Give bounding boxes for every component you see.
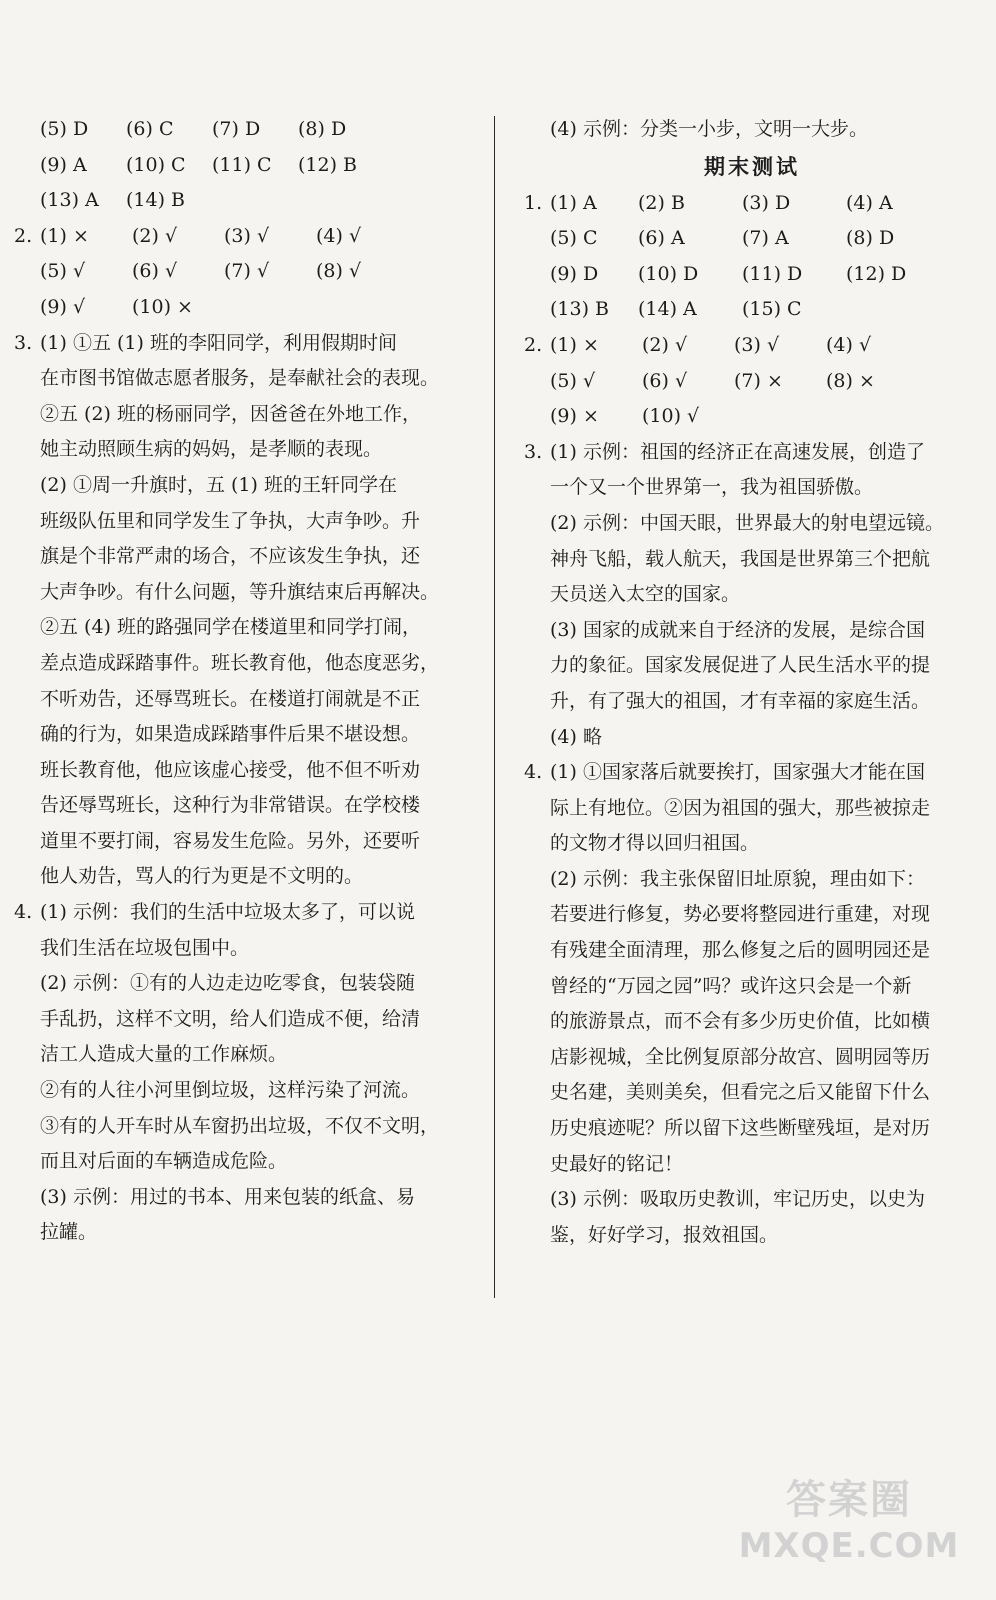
left-q2-answer-cell: (10) × [132, 295, 193, 318]
right-q4-text-line [524, 1040, 980, 1076]
left-q3-text: 他人劝告，骂人的行为更是不文明的。 [40, 865, 364, 888]
left-column [14, 112, 482, 1251]
left-q3-text: 告还辱骂班长，这种行为非常错误。在学校楼 [40, 794, 421, 817]
right-q2-answer-cell: (5) √ [550, 369, 596, 392]
left-q4-text: 我们生活在垃圾包围中。 [40, 936, 250, 959]
right-q2-answer-cell: (1) × [550, 333, 599, 356]
left-q3-text-line [14, 432, 482, 468]
right-q4-text-line [524, 1218, 980, 1254]
right-q4-question-number: 4. [524, 761, 543, 784]
right-q3-text-line [524, 648, 980, 684]
right-q3-text-line [524, 470, 980, 506]
right-q2-answer-cell: (4) √ [826, 333, 872, 356]
right-q3-text-line [524, 613, 980, 649]
right-q1-answer-cell: (15) C [742, 298, 802, 321]
right-q3-text: 力的象征。国家发展促进了人民生活水平的提 [550, 654, 931, 677]
right-q1-answer-cell: (4) A [846, 191, 893, 214]
left-q1-answer-row [14, 148, 482, 184]
left-q3-text: 差点造成踩踏事件。班长教育他，他态度恶劣， [40, 651, 440, 674]
right-q3-text: 天员送入太空的国家。 [550, 583, 741, 606]
left-q1-answer-cell: (8) D [298, 118, 347, 140]
left-q2-answer-cell: (3) √ [224, 224, 270, 247]
left-q3-text: 班级队伍里和同学发生了争执，大声争吵。升 [40, 509, 421, 532]
left-q1-answer-row [14, 183, 482, 219]
right-q4-text-line [524, 933, 980, 969]
right-q2-question-number: 2. [524, 333, 543, 356]
left-q1-answer-cell: (10) C [126, 153, 186, 176]
left-q2-answer-row [14, 290, 482, 326]
right-q4-text-line [524, 862, 980, 898]
right-q4-text: 有残建全面清理，那么修复之后的圆明园还是 [550, 939, 931, 962]
right-q1-answer-row [524, 257, 980, 293]
left-q4-text: 拉罐。 [40, 1221, 98, 1244]
left-q2-answer-cell: (2) √ [132, 224, 178, 247]
left-q3-text-line [14, 788, 482, 824]
right-q4-text: 的旅游景点，而不会有多少历史价值，比如横 [550, 1010, 931, 1033]
right-q4-text: 的文物才得以回归祖国。 [550, 832, 760, 855]
left-q4-text-line [14, 966, 482, 1002]
left-q3-text-line [14, 753, 482, 789]
left-q1-answer-cell: (13) A [40, 189, 99, 212]
left-q4-text-line [14, 1215, 482, 1251]
left-q2-answer-cell: (4) √ [316, 224, 362, 247]
right-q1-answer-cell: (6) A [638, 227, 685, 250]
right-q4-text-line [524, 826, 980, 862]
right-q3-text: 神舟飞船，载人航天，我国是世界第三个把航 [550, 547, 931, 570]
left-q4-text: (1) 示例：我们的生活中垃圾太多了，可以说 [40, 901, 415, 924]
right-q1-answer-cell: (2) B [638, 191, 685, 214]
right-top-text: (4) 示例：分类一小步，文明一大步。 [550, 118, 868, 140]
left-q1-answer-cell: (12) B [298, 153, 358, 176]
left-q2-answer-row [14, 219, 482, 255]
right-q1-answer-row [524, 221, 980, 257]
right-q3-text-line [524, 435, 980, 471]
left-q3-text: ②五 (2) 班的杨丽同学，因爸爸在外地工作， [40, 402, 421, 425]
left-q3-text-line [14, 504, 482, 540]
right-q4-text-line [524, 755, 980, 791]
right-q1-question-number: 1. [524, 191, 543, 214]
right-q2-answer-row [524, 364, 980, 400]
left-q3-text-line [14, 326, 482, 362]
left-q2-answer-cell: (5) √ [40, 260, 86, 283]
left-q1-answer-cell: (9) A [40, 153, 87, 176]
left-q4-text: 而且对后面的车辆造成危险。 [40, 1150, 288, 1173]
right-q1-answer-cell: (3) D [742, 191, 791, 214]
left-q3-text-line [14, 468, 482, 504]
right-q4-text: 曾经的“万园之园”吗？或许这只会是一个新 [550, 974, 912, 997]
right-q4-text: 若要进行修复，势必要将整园进行重建，对现 [550, 903, 931, 926]
right-q3-text: (4) 略 [550, 725, 602, 748]
left-q3-text: (2) ①周一升旗时，五 (1) 班的王轩同学在 [40, 473, 397, 496]
right-q4-text: (3) 示例：吸取历史教训，牢记历史，以史为 [550, 1188, 925, 1211]
right-q4-text: (2) 示例：我主张保留旧址原貌，理由如下： [550, 867, 925, 890]
right-q2-answer-cell: (3) √ [734, 333, 780, 356]
right-q2-answer-row [524, 328, 980, 364]
left-q3-text: 道里不要打闹，容易发生危险。另外，还要听 [40, 829, 421, 852]
left-q2-answer-cell: (1) × [40, 224, 89, 247]
left-q2-answer-cell: (8) √ [316, 260, 362, 283]
right-q3-text-line [524, 684, 980, 720]
left-q3-text: 大声争吵。有什么问题，等升旗结束后再解决。 [40, 580, 440, 603]
left-q4-text-line [14, 895, 482, 931]
left-q2-answer-row [14, 254, 482, 290]
right-q4-text-line [524, 897, 980, 933]
left-q4-text: ②有的人往小河里倒垃圾，这样污染了河流。 [40, 1079, 421, 1102]
left-q1-answer-cell: (5) D [40, 118, 89, 140]
left-q4-text-line [14, 1144, 482, 1180]
right-q4-text: 史最好的铭记！ [550, 1152, 684, 1175]
right-q1-answer-cell: (14) A [638, 298, 697, 321]
left-q1-answer-cell: (6) C [126, 118, 174, 140]
left-q3-text-line [14, 859, 482, 895]
right-q1-answer-cell: (11) D [742, 262, 803, 285]
right-q3-text: 一个又一个世界第一，我为祖国骄傲。 [550, 476, 874, 499]
right-q4-text-line [524, 791, 980, 827]
left-q3-text-line [14, 610, 482, 646]
left-q4-text-line [14, 931, 482, 967]
right-q3-text: (2) 示例：中国天眼，世界最大的射电望远镜。 [550, 511, 944, 534]
right-q3-text: (3) 国家的成就来自于经济的发展，是综合国 [550, 618, 925, 641]
right-q4-text: (1) ①国家落后就要挨打，国家强大才能在国 [550, 761, 925, 784]
left-q3-text: 在市图书馆做志愿者服务，是奉献社会的表现。 [40, 367, 440, 390]
right-q4-text-line [524, 969, 980, 1005]
site-watermark [724, 1474, 974, 1574]
right-q4-text: 史名建，美则美矣，但看完之后又能留下什么 [550, 1081, 931, 1104]
right-q3-text-line [524, 542, 980, 578]
right-q4-text-line [524, 1004, 980, 1040]
right-q1-answer-cell: (9) D [550, 262, 599, 285]
left-q2-answer-cell: (6) √ [132, 260, 178, 283]
left-q3-text: 她主动照顾生病的妈妈，是孝顺的表现。 [40, 438, 383, 461]
right-q2-answer-cell: (10) √ [642, 405, 700, 428]
right-q1-answer-cell: (13) B [550, 298, 610, 321]
left-q2-answer-cell: (9) √ [40, 295, 86, 318]
right-q1-answer-cell: (1) A [550, 191, 597, 214]
left-q3-text-line [14, 824, 482, 860]
right-q2-answer-row [524, 399, 980, 435]
right-q3-question-number: 3. [524, 440, 543, 463]
left-q4-text: 洁工人造成大量的工作麻烦。 [40, 1043, 288, 1066]
watermark-logo-text: 答案圈 [786, 1477, 912, 1523]
left-q3-text-line [14, 397, 482, 433]
right-q1-answer-cell: (8) D [846, 227, 895, 250]
left-q1-answer-cell: (7) D [212, 118, 261, 140]
left-q4-text-line [14, 1109, 482, 1145]
left-q3-text: (1) ①五 (1) 班的李阳同学，利用假期时间 [40, 331, 397, 354]
left-q3-text-line [14, 682, 482, 718]
right-q2-answer-cell: (8) × [826, 369, 875, 392]
right-q4-text-line [524, 1111, 980, 1147]
right-q2-answer-cell: (7) × [734, 369, 783, 392]
right-q3-text-line [524, 720, 980, 756]
right-q1-answer-cell: (10) D [638, 262, 699, 285]
right-q3-text: (1) 示例：祖国的经济正在高速发展，创造了 [550, 440, 925, 463]
left-q4-question-number: 4. [14, 901, 33, 924]
section-heading: 期末测试 [704, 154, 800, 179]
left-q3-text-line [14, 539, 482, 575]
right-q3-text-line [524, 577, 980, 613]
left-q4-text: (2) 示例：①有的人边走边吃零食，包装袋随 [40, 972, 415, 995]
left-q1-answer-row [14, 112, 482, 148]
left-q1-answer-cell: (14) B [126, 189, 186, 212]
left-q3-text-line [14, 361, 482, 397]
watermark-url: MXQE.COM [738, 1526, 960, 1566]
left-q3-text: 不听劝告，还辱骂班长。在楼道打闹就是不正 [40, 687, 421, 710]
right-q1-answer-row [524, 292, 980, 328]
right-q4-text: 历史痕迹呢？所以留下这些断壁残垣，是对历 [550, 1117, 931, 1140]
left-q3-text-line [14, 575, 482, 611]
column-divider [494, 116, 495, 1298]
right-top-line [524, 112, 980, 148]
right-q2-answer-cell: (6) √ [642, 369, 688, 392]
left-q3-text: 班长教育他，他应该虚心接受，他不但不听劝 [40, 758, 421, 781]
right-q3-text-line [524, 506, 980, 542]
left-q3-text-line [14, 717, 482, 753]
left-q2-question-number: 2. [14, 224, 33, 247]
right-q4-text-line [524, 1075, 980, 1111]
left-q1-answer-cell: (11) C [212, 153, 272, 176]
right-q1-answer-cell: (5) C [550, 227, 598, 250]
left-q4-text-line [14, 1180, 482, 1216]
right-q1-answer-cell: (7) A [742, 227, 789, 250]
right-q4-text: 鉴，好好学习，报效祖国。 [550, 1223, 779, 1246]
left-q4-text: 手乱扔，这样不文明，给人们造成不便，给清 [40, 1007, 421, 1030]
right-q4-text: 店影视城，全比例复原部分故宫、圆明园等历 [550, 1045, 931, 1068]
right-q1-answer-row [524, 186, 980, 222]
left-q4-text: ③有的人开车时从车窗扔出垃圾，不仅不文明， [40, 1114, 440, 1137]
left-q2-answer-cell: (7) √ [224, 260, 270, 283]
right-q4-text-line [524, 1182, 980, 1218]
right-column [524, 112, 980, 1253]
left-q3-text: ②五 (4) 班的路强同学在楼道里和同学打闹， [40, 616, 421, 639]
right-q2-answer-cell: (9) × [550, 405, 599, 428]
left-q4-text-line [14, 1037, 482, 1073]
left-q3-text: 旗是个非常严肃的场合，不应该发生争执，还 [40, 545, 421, 568]
right-q4-text-line [524, 1147, 980, 1183]
right-q4-text: 际上有地位。②因为祖国的强大，那些被掠走 [550, 796, 931, 819]
right-q1-answer-cell: (12) D [846, 262, 907, 285]
left-q3-text-line [14, 646, 482, 682]
left-q4-text: (3) 示例：用过的书本、用来包装的纸盒、易 [40, 1185, 415, 1208]
left-q4-text-line [14, 1073, 482, 1109]
left-q3-question-number: 3. [14, 331, 33, 354]
right-q2-answer-cell: (2) √ [642, 333, 688, 356]
left-q4-text-line [14, 1002, 482, 1038]
left-q3-text: 确的行为，如果造成踩踏事件后果不堪设想。 [40, 723, 421, 746]
right-q3-text: 升，有了强大的祖国，才有幸福的家庭生活。 [550, 689, 931, 712]
